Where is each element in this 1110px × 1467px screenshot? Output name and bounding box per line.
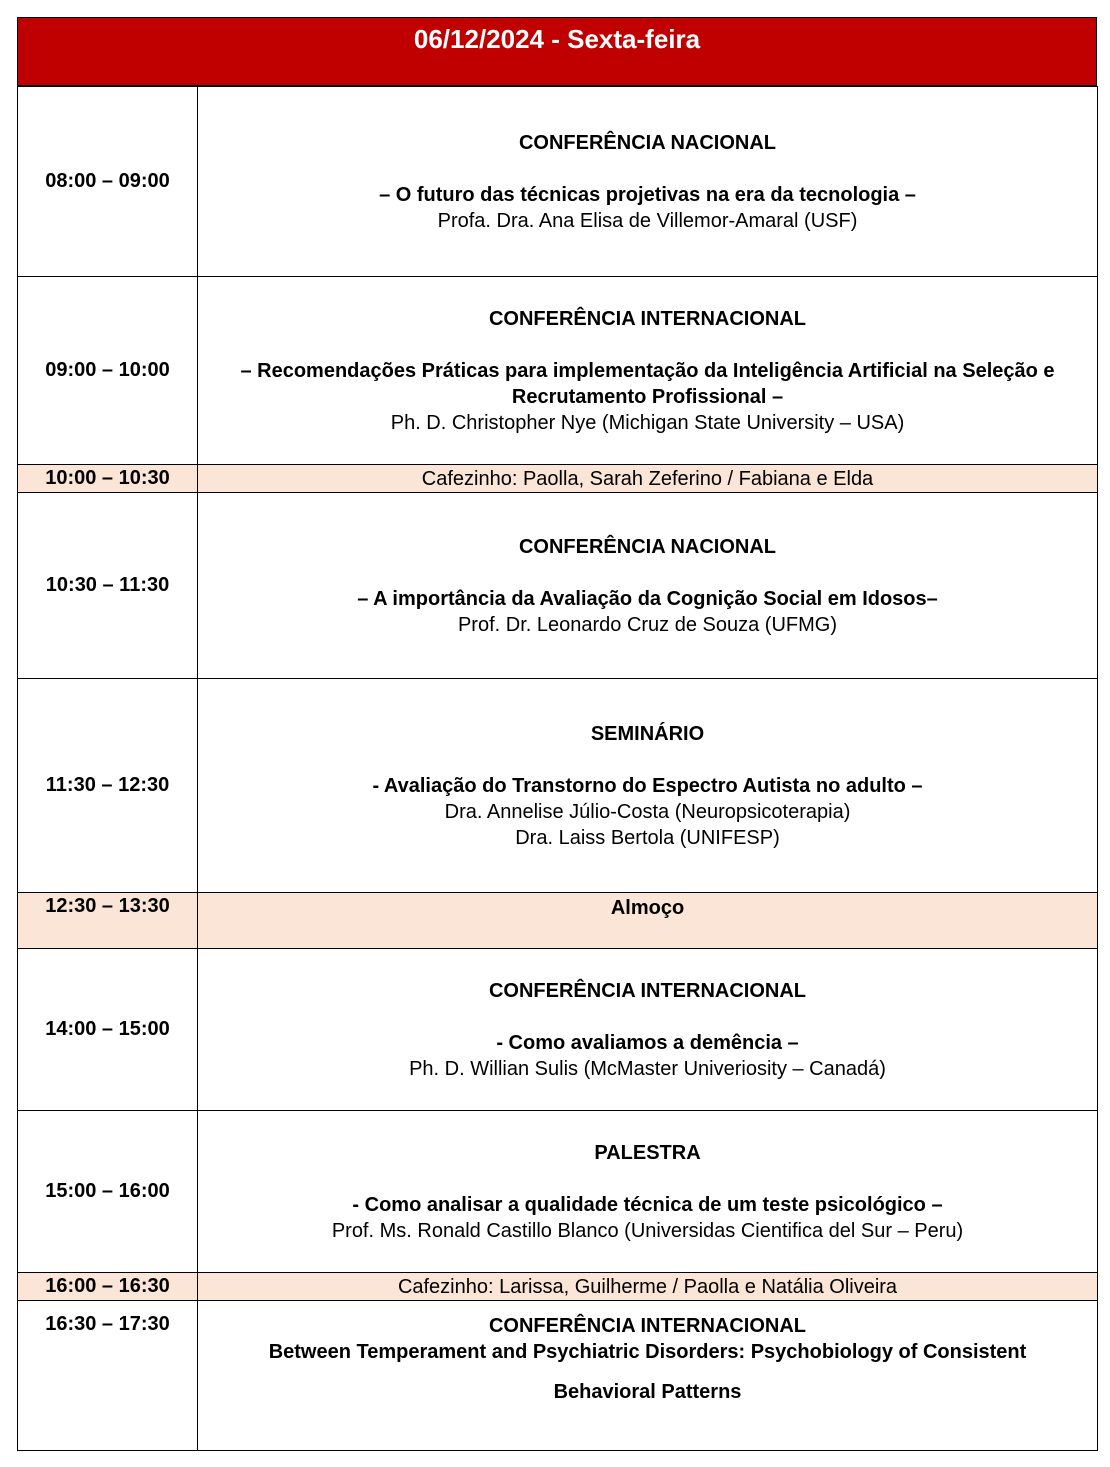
session-speaker: Ph. D. Willian Sulis (McMaster Univeriosity – Canadá)	[409, 1057, 886, 1080]
session-content	[198, 679, 1098, 893]
session-time: 16:30 – 17:30	[18, 1301, 198, 1451]
session-kind: CONFERÊNCIA INTERNACIONAL	[488, 307, 807, 330]
session-content	[198, 949, 1098, 1111]
session-row	[18, 493, 1098, 679]
break-row	[18, 1273, 1098, 1301]
session-time: 15:00 – 16:00	[18, 1111, 198, 1273]
session-row	[18, 277, 1098, 465]
session-title: – A importância da Avaliação da Cognição Social em Idosos–	[357, 587, 938, 610]
session-title: – O futuro das técnicas projetivas na era da tecnologia –	[379, 183, 916, 206]
break-row	[18, 893, 1098, 949]
session-content	[198, 1111, 1098, 1273]
date-title: 06/12/2024 - Sexta-feira	[413, 24, 701, 54]
session-title-continued: Behavioral Patterns	[553, 1381, 742, 1403]
session-kind: PALESTRA	[594, 1141, 701, 1164]
break-time: 16:00 – 16:30	[18, 1273, 198, 1301]
session-content	[198, 87, 1098, 277]
session-time: 10:30 – 11:30	[18, 493, 198, 679]
break-label: Cafezinho: Paolla, Sarah Zeferino / Fabiana e Elda	[198, 465, 1098, 493]
session-title: Between Temperament and Psychiatric Disorders: Psychobiology of Consistent	[268, 1341, 1027, 1363]
session-time: 08:00 – 09:00	[18, 87, 198, 277]
break-label: Cafezinho: Larissa, Guilherme / Paolla e Natália Oliveira	[198, 1273, 1098, 1301]
break-time: 12:30 – 13:30	[18, 893, 198, 949]
session-kind: CONFERÊNCIA NACIONAL	[518, 131, 777, 154]
session-speaker: Dra. Laiss Bertola (UNIFESP)	[515, 826, 780, 849]
session-kind: CONFERÊNCIA INTERNACIONAL	[488, 1315, 807, 1337]
session-speaker: Ph. D. Christopher Nye (Michigan State University – USA)	[390, 411, 905, 434]
break-label: Almoço	[198, 893, 1098, 949]
session-time: 09:00 – 10:00	[18, 277, 198, 465]
session-kind: CONFERÊNCIA INTERNACIONAL	[488, 979, 807, 1002]
session-title: – Recomendações Práticas para implementação da Inteligência Artificial na Seleção e Recrutamento Profissional –	[240, 359, 1055, 408]
session-speaker: Prof. Dr. Leonardo Cruz de Souza (UFMG)	[457, 613, 838, 636]
session-content	[198, 277, 1098, 465]
session-speaker: Prof. Ms. Ronald Castillo Blanco (Universidas Cientifica del Sur – Peru)	[331, 1219, 964, 1242]
schedule-sheet	[17, 17, 1097, 1451]
session-title: - Avaliação do Transtorno do Espectro Autista no adulto –	[372, 774, 923, 797]
session-kind: SEMINÁRIO	[590, 722, 705, 745]
session-title: - Como avaliamos a demência –	[496, 1031, 799, 1054]
session-row	[18, 949, 1098, 1111]
session-row	[18, 1301, 1098, 1451]
session-row	[18, 679, 1098, 893]
session-content	[198, 493, 1098, 679]
break-row	[18, 465, 1098, 493]
session-speaker: Profa. Dra. Ana Elisa de Villemor-Amaral (USF)	[437, 209, 858, 232]
session-speaker: Dra. Annelise Júlio-Costa (Neuropsicoterapia)	[444, 800, 851, 823]
break-time: 10:00 – 10:30	[18, 465, 198, 493]
session-kind: CONFERÊNCIA NACIONAL	[518, 535, 777, 558]
session-row	[18, 1111, 1098, 1273]
schedule-table	[17, 86, 1098, 1451]
session-time: 11:30 – 12:30	[18, 679, 198, 893]
session-title: - Como analisar a qualidade técnica de um teste psicológico –	[352, 1193, 943, 1216]
session-time: 14:00 – 15:00	[18, 949, 198, 1111]
session-content	[198, 1301, 1098, 1451]
date-header	[17, 17, 1097, 86]
session-row	[18, 87, 1098, 277]
